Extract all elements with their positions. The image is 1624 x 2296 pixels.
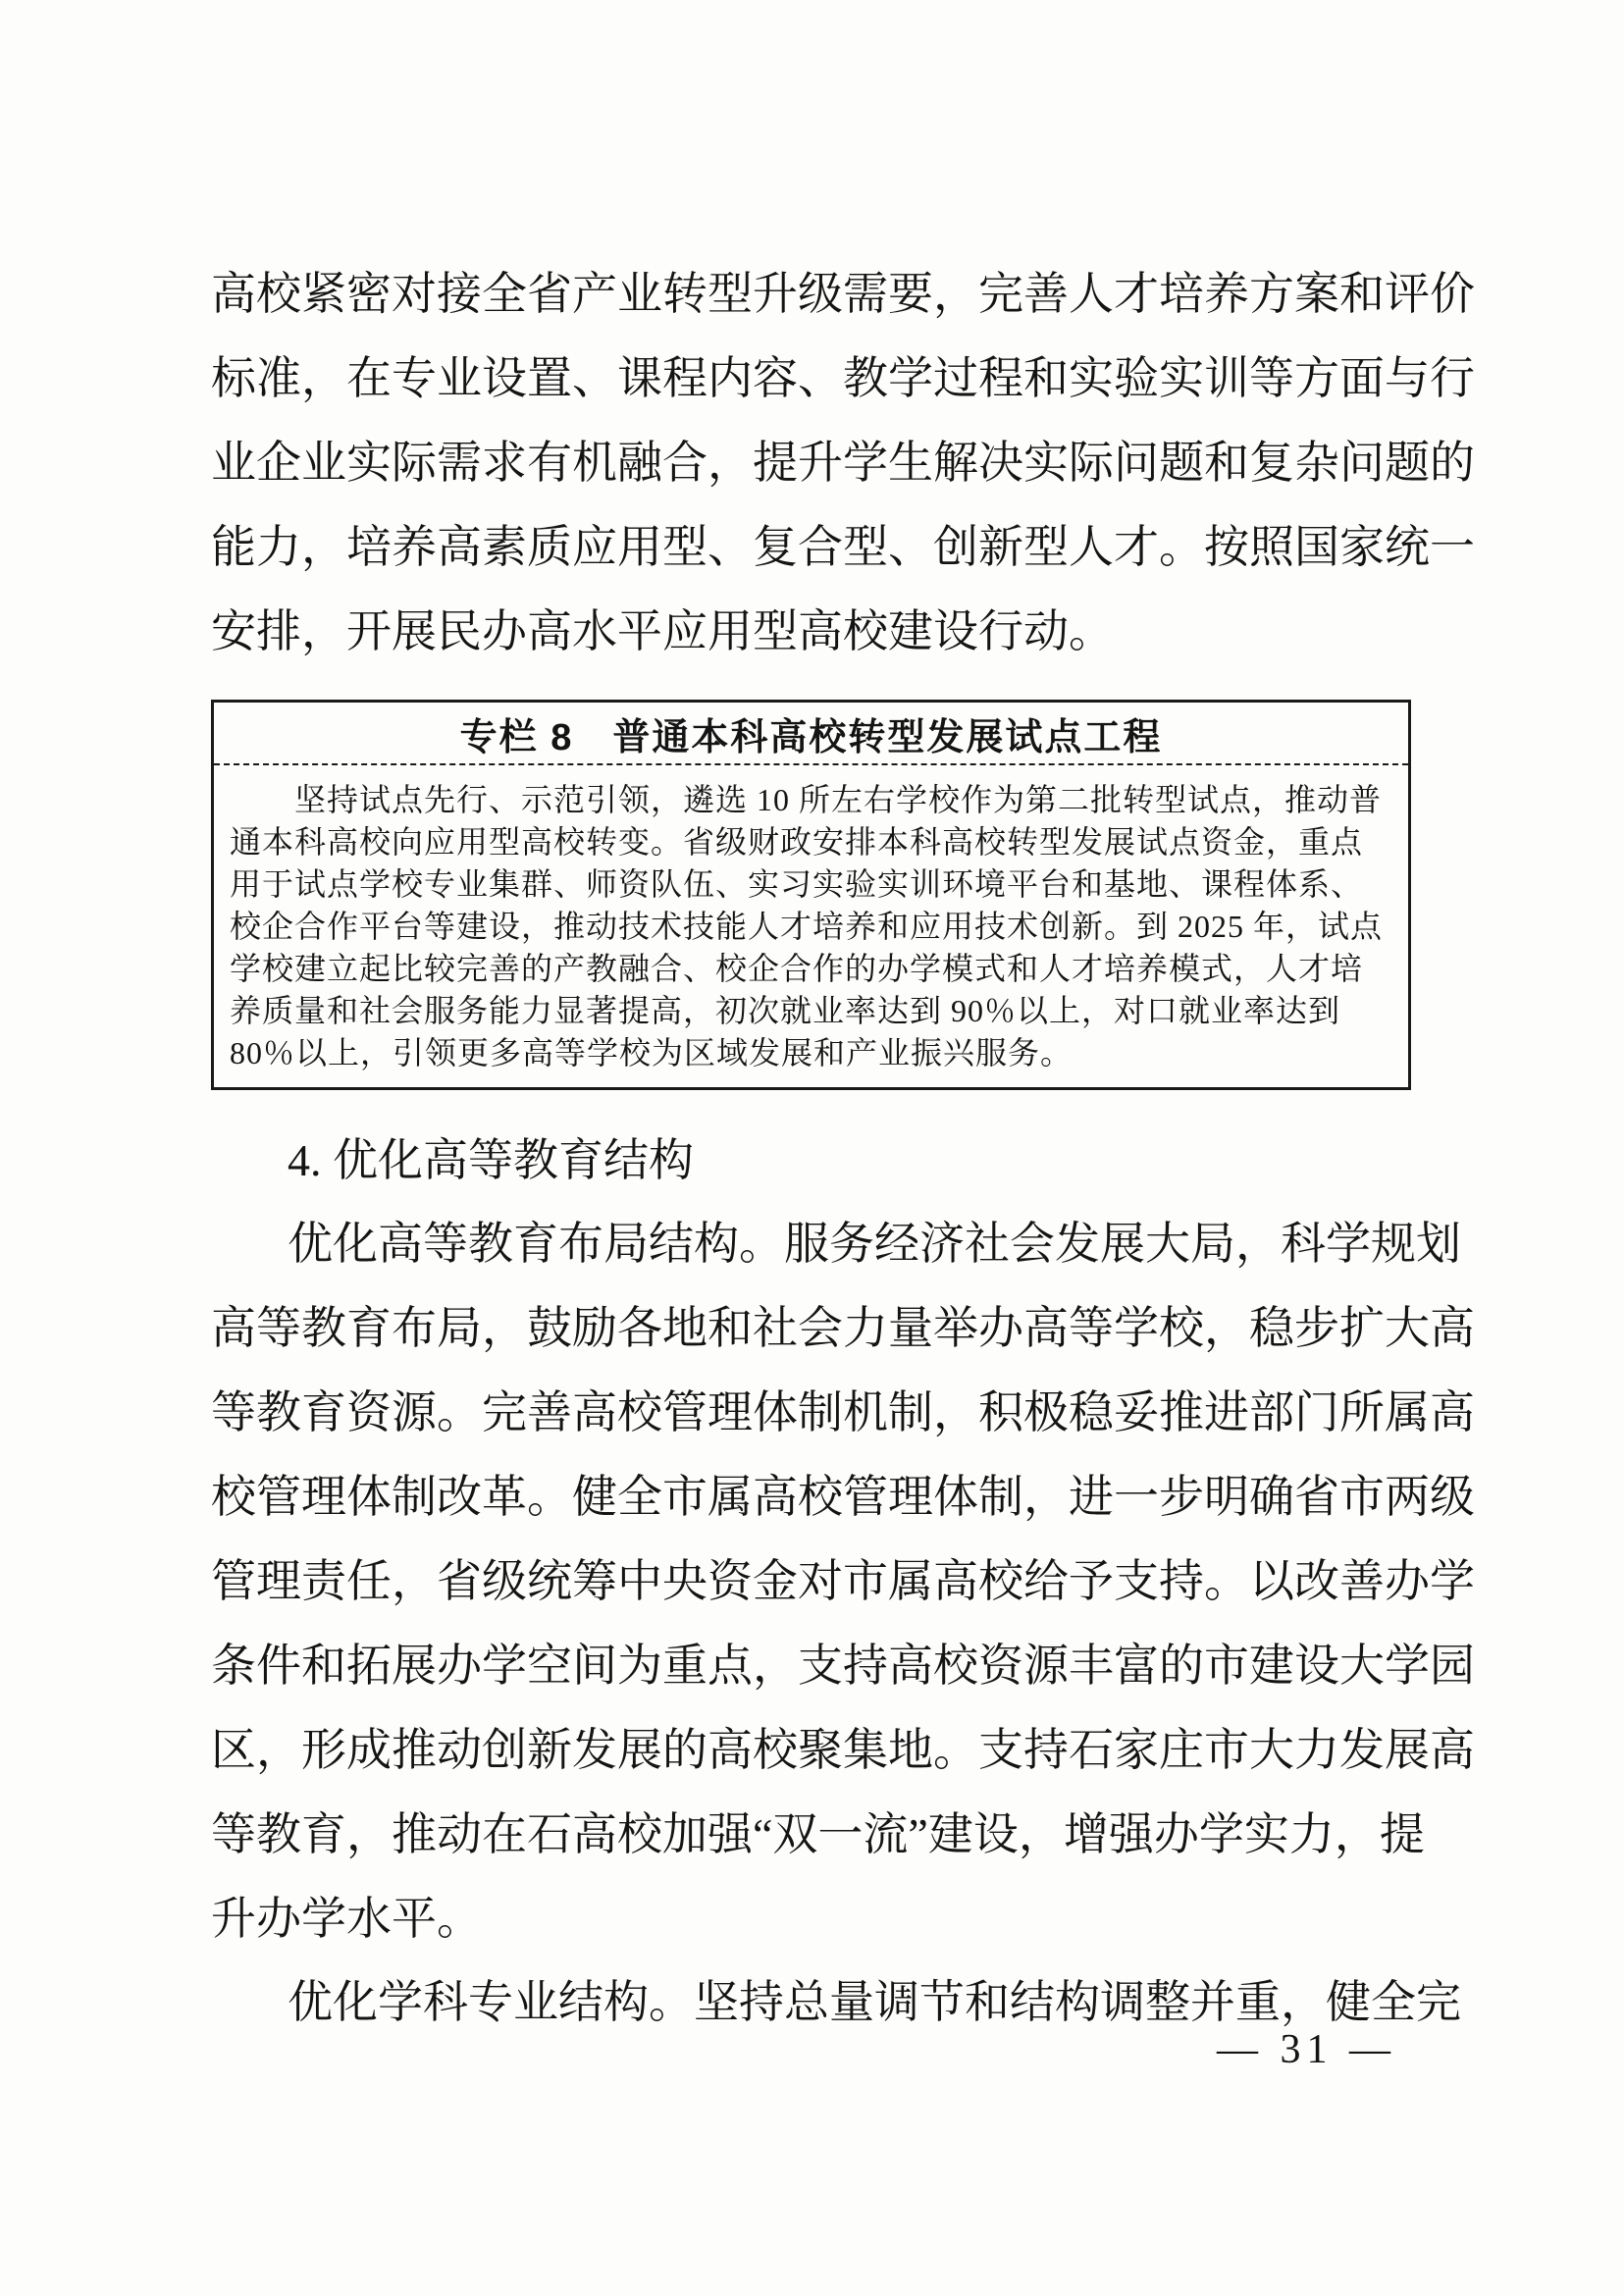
box-text-line: 用于试点学校专业集群、师资队伍、实习实验实训环境平台和基地、课程体系、 [230,866,1364,902]
paragraph-2 [211,1202,1475,1961]
text-line: 高校紧密对接全省产业转型升级需要，完善人才培养方案和评价 [211,269,1475,319]
text-line: 管理责任，省级统筹中央资金对市属高校给予支持。以改善办学 [211,1556,1475,1606]
text-line: 安排，开展民办高水平应用型高校建设行动。 [211,606,1114,656]
heading-text: 4. 优化高等教育结构 [288,1135,694,1185]
text-line: 业企业实际需求有机融合，提升学生解决实际问题和复杂问题的 [211,438,1475,488]
box-text-line: 通本科高校向应用型高校转变。省级财政安排本科高校转型发展试点资金，重点 [230,824,1364,860]
page-number: — 31 — [1217,2027,1396,2072]
column-box-body [214,765,1408,1074]
column-box-8 [211,700,1411,1090]
box-text-line: 坚持试点先行、示范引领，遴选 10 所左右学校作为第二批转型试点，推动普 [294,782,1383,817]
box-text-line: 校企合作平台等建设，推动技术技能人才培养和应用技术创新。到 2025 年，试点 [230,909,1384,944]
text-line: 高等教育布局，鼓励各地和社会力量举办高等学校，稳步扩大高 [211,1303,1475,1353]
text-line: 标准，在专业设置、课程内容、教学过程和实验实训等方面与行 [211,353,1475,403]
column-box-title: 专栏 8 普通本科高校转型发展试点工程 [214,703,1408,765]
paragraph-1 [211,252,1475,674]
box-text-line: 学校建立起比较完善的产教融合、校企合作的办学模式和人才培养模式，人才培 [230,951,1364,986]
box-text-line: 80％以上，引领更多高等学校为区域发展和产业振兴服务。 [230,1035,1074,1070]
text-line: 升办学水平。 [211,1894,482,1944]
text-line: 等教育，推动在石高校加强“双一流”建设，增强办学实力，提 [211,1809,1425,1859]
section-heading-4 [211,1119,1433,1203]
text-line: 校管理体制改革。健全市属高校管理体制，进一步明确省市两级 [211,1472,1475,1522]
text-line: 优化学科专业结构。坚持总量调节和结构调整并重，健全完 [288,1977,1461,2027]
box-text-line: 养质量和社会服务能力显著提高，初次就业率达到 90％以上，对口就业率达到 [230,993,1341,1028]
text-line: 能力，培养高素质应用型、复合型、创新型人才。按照国家统一 [211,522,1475,572]
text-line: 等教育资源。完善高校管理体制机制，积极稳妥推进部门所属高 [211,1387,1475,1437]
text-line: 区，形成推动创新发展的高校聚集地。支持石家庄市大力发展高 [211,1725,1475,1775]
text-line: 优化高等教育布局结构。服务经济社会发展大局，科学规划 [288,1219,1461,1269]
text-line: 条件和拓展办学空间为重点，支持高校资源丰富的市建设大学园 [211,1641,1475,1691]
